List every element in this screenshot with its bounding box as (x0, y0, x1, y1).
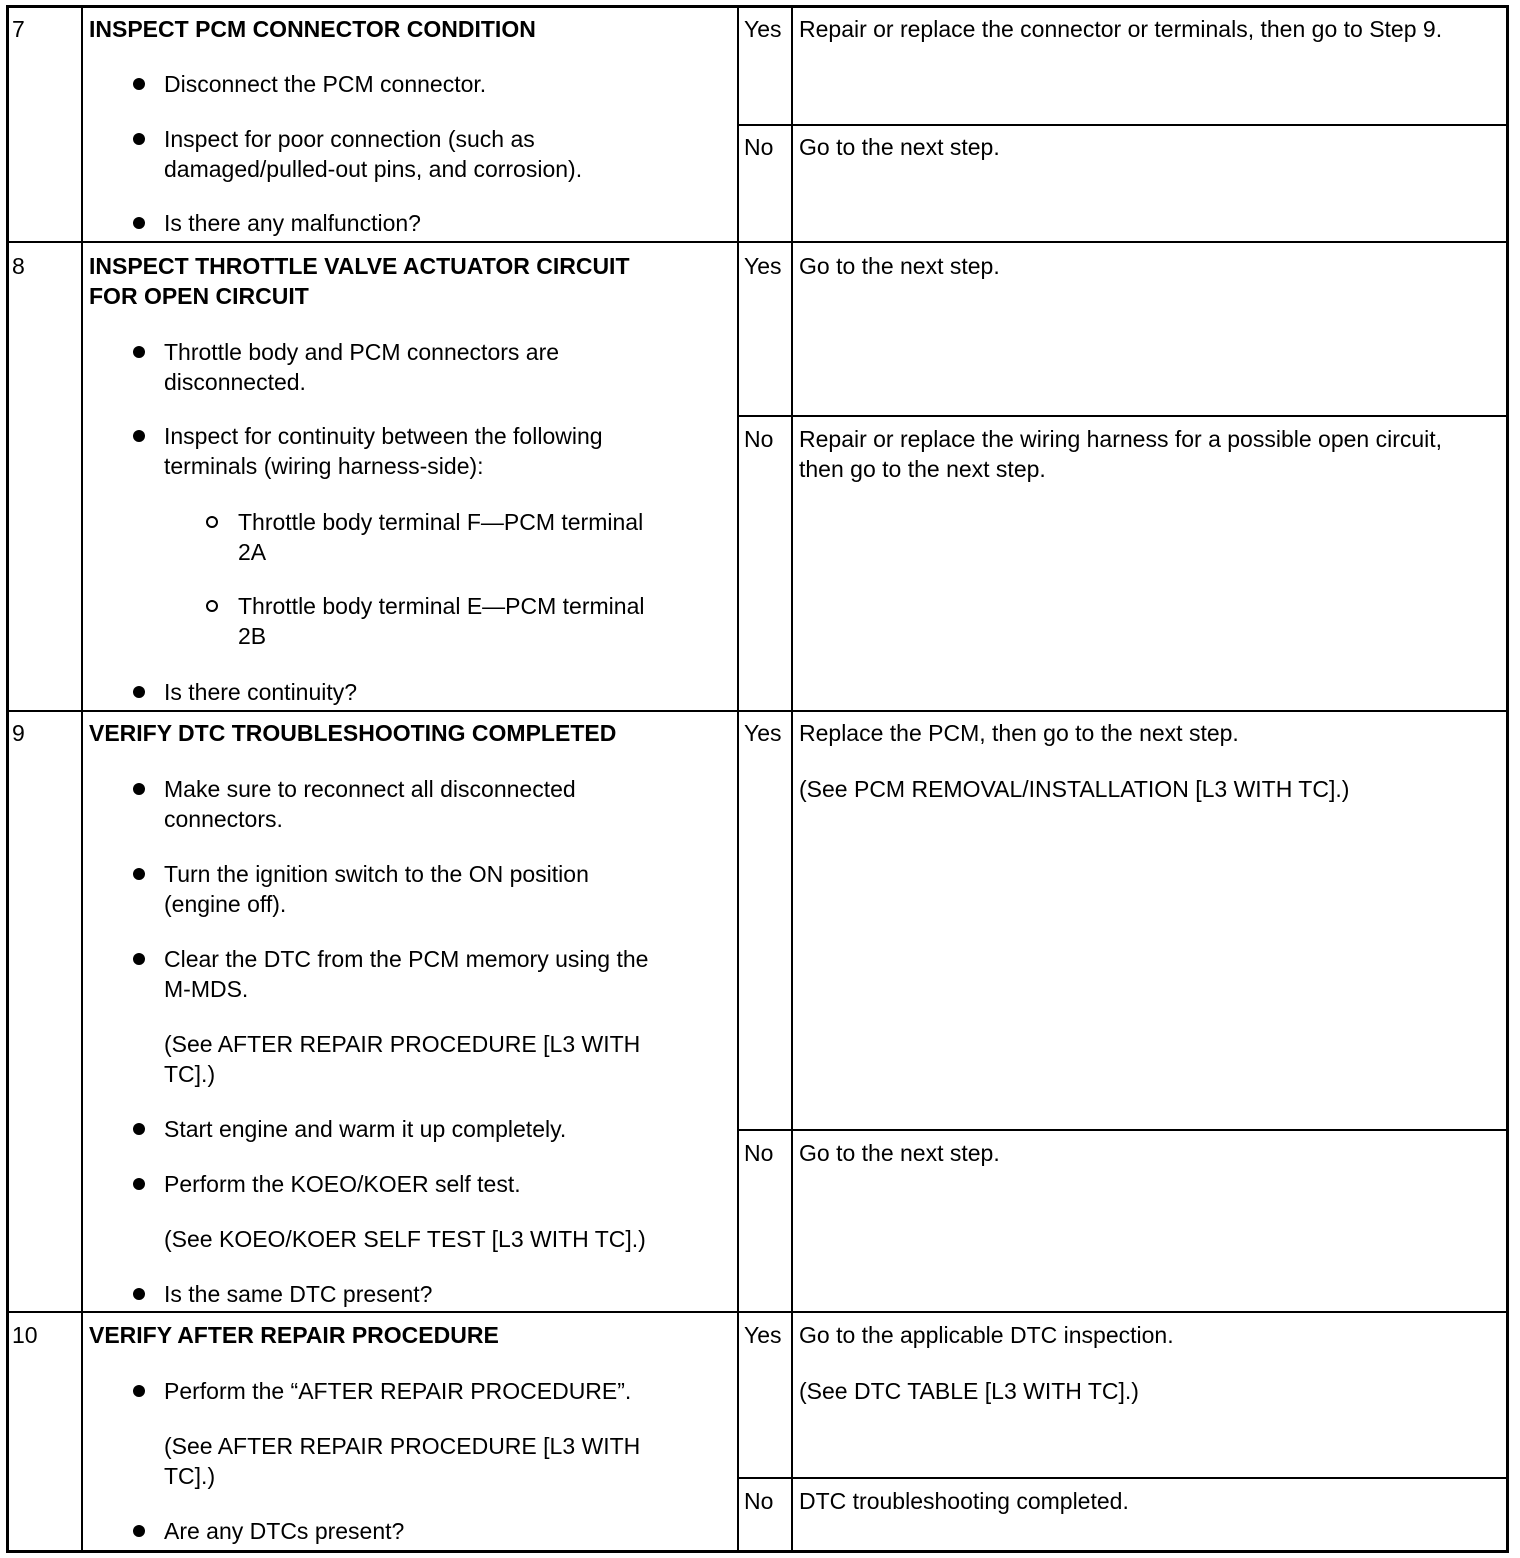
step-item: damaged/pulled-out pins, and corrosion). (164, 156, 583, 182)
bullet-icon (133, 133, 145, 145)
step-item: Clear the DTC from the PCM memory using the (164, 946, 649, 972)
bullet-icon (133, 78, 145, 90)
step-title: FOR OPEN CIRCUIT (89, 283, 309, 309)
yes-label: Yes (744, 720, 782, 746)
step-item: connectors. (164, 806, 283, 832)
no-action: then go to the next step. (799, 456, 1046, 482)
bullet-icon (133, 783, 145, 795)
sub-bullet-icon (206, 516, 218, 528)
bullet-icon (133, 868, 145, 880)
step-item: disconnected. (164, 369, 306, 395)
result-divider (738, 124, 1509, 126)
row-divider (6, 710, 1509, 712)
column-divider (737, 5, 739, 1553)
step-item: M-MDS. (164, 976, 249, 1002)
step-subitem: 2B (238, 623, 267, 649)
bullet-icon (133, 346, 145, 358)
column-divider (81, 5, 83, 1553)
yes-label: Yes (744, 1322, 782, 1348)
bullet-icon (133, 1525, 145, 1537)
sub-bullet-icon (206, 600, 218, 612)
step-reference: (See KOEO/KOER SELF TEST [L3 WITH TC].) (164, 1226, 646, 1252)
step-subitem: Throttle body terminal F—PCM terminal (238, 509, 644, 535)
bullet-icon (133, 430, 145, 442)
step-subitem: 2A (238, 539, 267, 565)
step-number: 8 (12, 253, 25, 279)
step-reference: (See AFTER REPAIR PROCEDURE [L3 WITH (164, 1433, 641, 1459)
no-label: No (744, 134, 774, 160)
result-divider (738, 1129, 1509, 1131)
step-item: Make sure to reconnect all disconnected (164, 776, 576, 802)
step-title: INSPECT PCM CONNECTOR CONDITION (89, 16, 536, 42)
step-item: Is there continuity? (164, 679, 358, 705)
step-item: Start engine and warm it up completely. (164, 1116, 567, 1142)
yes-action: Go to the applicable DTC inspection. (799, 1322, 1174, 1348)
step-item: Turn the ignition switch to the ON position (164, 861, 589, 887)
bullet-icon (133, 1385, 145, 1397)
step-item: Perform the “AFTER REPAIR PROCEDURE”. (164, 1378, 632, 1404)
step-reference: (See AFTER REPAIR PROCEDURE [L3 WITH (164, 1031, 641, 1057)
yes-reference: (See PCM REMOVAL/INSTALLATION [L3 WITH TC].) (799, 776, 1350, 802)
yes-reference: (See DTC TABLE [L3 WITH TC].) (799, 1378, 1139, 1404)
bullet-icon (133, 1123, 145, 1135)
bullet-icon (133, 953, 145, 965)
result-divider (738, 415, 1509, 417)
yes-action: Repair or replace the connector or terminals, then go to Step 9. (799, 16, 1443, 42)
step-item: Is the same DTC present? (164, 1281, 433, 1307)
row-divider (6, 1311, 1509, 1313)
step-item: terminals (wiring harness-side): (164, 453, 484, 479)
no-action: Go to the next step. (799, 1140, 1000, 1166)
no-action: Repair or replace the wiring harness for a possible open circuit, (799, 426, 1443, 452)
step-title: VERIFY AFTER REPAIR PROCEDURE (89, 1322, 499, 1348)
step-item: (engine off). (164, 891, 287, 917)
step-number: 10 (12, 1322, 38, 1348)
bullet-icon (133, 1288, 145, 1300)
step-item: Disconnect the PCM connector. (164, 71, 487, 97)
no-action: DTC troubleshooting completed. (799, 1488, 1129, 1514)
step-reference: TC].) (164, 1061, 216, 1087)
row-divider (6, 241, 1509, 243)
step-number: 7 (12, 16, 25, 42)
bullet-icon (133, 686, 145, 698)
yes-label: Yes (744, 16, 782, 42)
step-reference: TC].) (164, 1463, 216, 1489)
step-item: Inspect for continuity between the following (164, 423, 603, 449)
no-label: No (744, 426, 774, 452)
step-title: VERIFY DTC TROUBLESHOOTING COMPLETED (89, 720, 617, 746)
step-item: Is there any malfunction? (164, 210, 421, 236)
bullet-icon (133, 1178, 145, 1190)
no-label: No (744, 1488, 774, 1514)
yes-label: Yes (744, 253, 782, 279)
step-subitem: Throttle body terminal E—PCM terminal (238, 593, 645, 619)
result-divider (738, 1477, 1509, 1479)
yes-action: Replace the PCM, then go to the next step. (799, 720, 1239, 746)
step-item: Perform the KOEO/KOER self test. (164, 1171, 521, 1197)
bullet-icon (133, 217, 145, 229)
step-number: 9 (12, 720, 25, 746)
no-label: No (744, 1140, 774, 1166)
step-item: Are any DTCs present? (164, 1518, 405, 1544)
yes-action: Go to the next step. (799, 253, 1000, 279)
no-action: Go to the next step. (799, 134, 1000, 160)
column-divider (791, 5, 793, 1553)
step-item: Inspect for poor connection (such as (164, 126, 535, 152)
step-item: Throttle body and PCM connectors are (164, 339, 560, 365)
step-title: INSPECT THROTTLE VALVE ACTUATOR CIRCUIT (89, 253, 630, 279)
